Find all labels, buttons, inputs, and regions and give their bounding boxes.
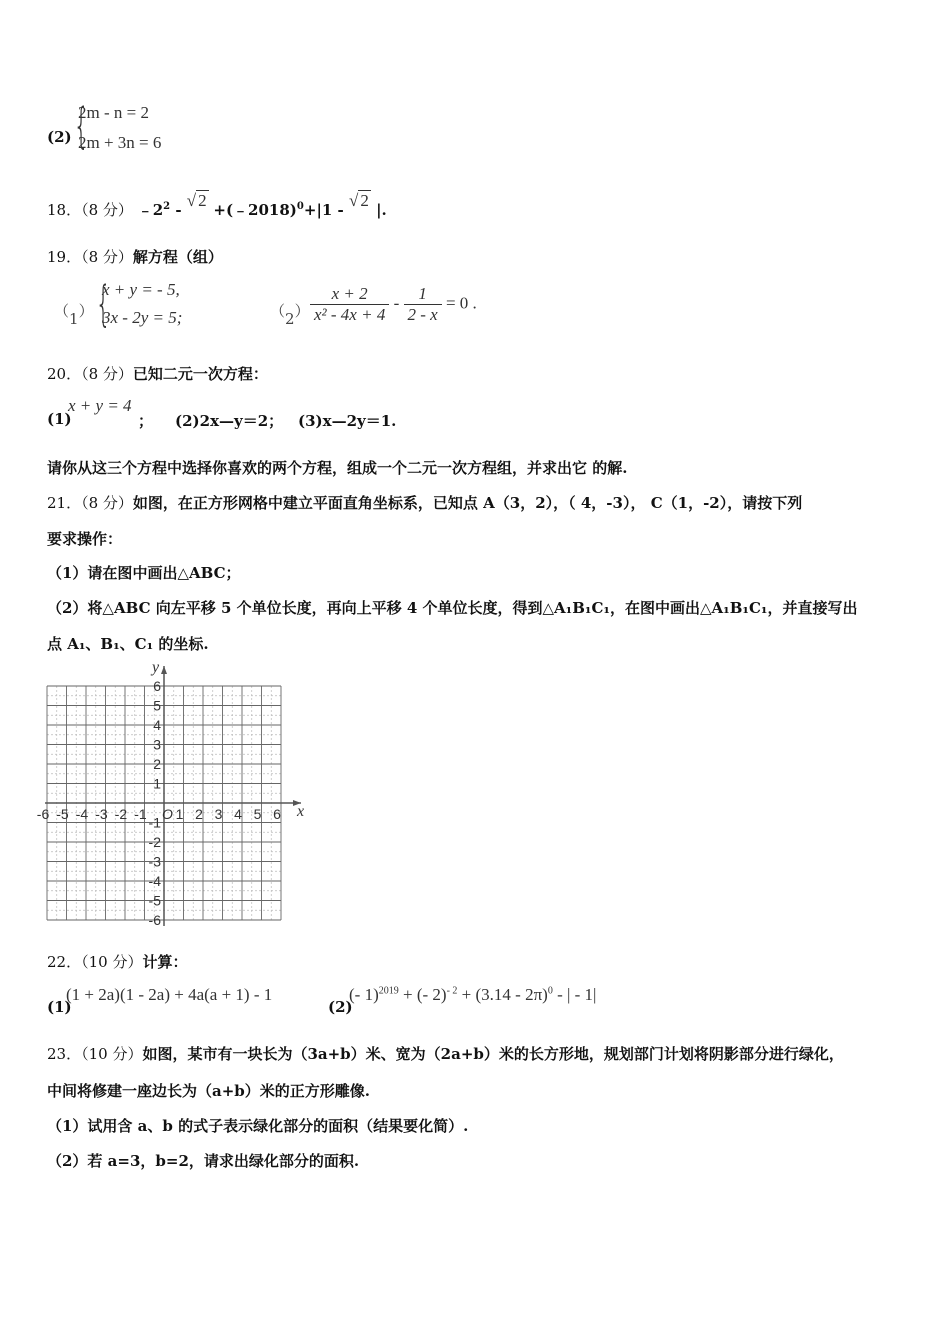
y-tick-label: -2: [148, 834, 161, 850]
x-tick-label: -5: [56, 806, 69, 822]
q19-p2-frac2: $\frac{1}{2 - x}$: [404, 284, 442, 325]
y-tick-label: -4: [148, 873, 161, 889]
q19-score: （8 分）: [81, 248, 133, 266]
q18-expr-b: -: [170, 201, 187, 219]
q19-header: [47, 246, 223, 267]
q19-p2-expr: [310, 284, 477, 325]
q23-number: 23．: [47, 1045, 82, 1063]
x-tick-label: -1: [134, 806, 147, 822]
q21-line1-text: 如图，在正方形网格中建立平面直角坐标系，已知点 A（3，2），（ 4，-3）， C（1，-2），请按下列: [132, 494, 803, 512]
q20-eq1: x + y = 4: [68, 396, 132, 415]
q22-title: 计算：: [142, 953, 188, 971]
q19-p1-label: （1）: [54, 302, 94, 328]
x-tick-label: 2: [195, 806, 203, 822]
y-tick-label: -3: [148, 853, 161, 870]
q19-number: 19．: [47, 248, 82, 266]
q19-p2-minus: -: [393, 293, 400, 313]
q21-score: （8 分）: [81, 494, 133, 512]
q18-root2: 2: [360, 191, 369, 210]
q23-score: （10 分）: [81, 1045, 143, 1063]
x-tick-label: 1: [175, 806, 184, 822]
q23-part1: （1）试用含 a、b 的式子表示绿化部分的面积（结果要化简）.: [47, 1117, 469, 1135]
y-tick-label: 1: [153, 775, 161, 792]
q22-header: [47, 951, 187, 972]
x-tick-label: -3: [95, 806, 108, 822]
y-axis-label: y: [152, 659, 160, 676]
q19-p2-label: （2）: [270, 302, 310, 328]
q17-label: (2): [47, 128, 72, 146]
q21-part1: （1）请在图中画出△ABC；: [47, 564, 241, 582]
q20-score: （8 分）: [81, 365, 133, 383]
q18-expr-a: ﹣2: [137, 201, 164, 219]
q21-line1: [47, 492, 802, 513]
q22-p2-expr: (- 1)$^{2019}$ + (- 2)$^{- 2}$ + (3.14 - 2π)$^0$ - | - 1|: [349, 985, 597, 1004]
coordinate-grid: [36, 659, 330, 930]
q22-score: （10 分）: [81, 953, 143, 971]
q18-line: 18．（8 分） $﹣2^2$ - √ 2 +(﹣2018)$^0$+|1 - √ 2 |.: [47, 191, 387, 219]
x-tick-label: 4: [234, 806, 242, 822]
q18-number: 18．: [47, 201, 82, 219]
q18-expr-c-exp: 0: [296, 201, 304, 212]
x-tick-label: -6: [36, 806, 50, 822]
q18-expr-a-exp: 2: [163, 201, 171, 212]
q20-eq2: (2)2x—y＝2；: [175, 412, 284, 430]
y-tick-label: -6: [148, 912, 161, 928]
q19-title: 解方程（组）: [132, 248, 223, 266]
q18-score: （8 分）: [81, 201, 133, 219]
q23-line1: [47, 1043, 844, 1064]
q19-p2-frac1: $\frac{x + 2}{\text{x² - 4x + 4}}$: [310, 284, 389, 325]
x-tick-label: 3: [214, 806, 223, 822]
q21-part2: （2）将△ABC 向左平移 5 个单位长度，再向上平移 4 个单位长度，得到△A₁B₁C₁，在图中画出△A₁B₁C₁，并直接写出: [47, 599, 858, 617]
q22-p1-expr: (1 + 2a)(1 - 2a) + 4a(a + 1) - 1: [66, 985, 273, 1004]
q18-expr-e: |.: [370, 201, 387, 219]
q18-expr-c: +(﹣2018): [213, 201, 297, 219]
q17-eq1: 2m - n = 2: [78, 103, 149, 122]
x-axis-label: x: [297, 803, 305, 820]
q23-part2: （2）若 a=3，b=2，请求出绿化部分的面积.: [47, 1152, 360, 1170]
y-tick-label: 3: [153, 736, 161, 753]
q22-p2-label: (2): [328, 998, 353, 1016]
origin-label: O: [162, 806, 173, 822]
q20-eq1-label: (1): [47, 410, 72, 428]
x-tick-label: -4: [75, 806, 89, 822]
q19-p1-brace: {: [95, 276, 111, 332]
y-tick-label: 6: [153, 678, 161, 694]
q20-eq3: (3)x—2y＝1.: [298, 412, 397, 430]
q19-p1-eq1: x + y = - 5,: [102, 280, 180, 299]
q21-line2: 要求操作：: [47, 530, 123, 548]
y-tick-label: -5: [148, 892, 161, 909]
q19-p2-tail: = 0 .: [445, 293, 477, 313]
y-tick-label: 5: [153, 697, 161, 714]
q20-title: 已知二元一次方程：: [132, 365, 268, 383]
q22-p1-label: (1): [47, 998, 72, 1016]
q18-root1: 2: [198, 191, 207, 210]
q20-number: 20．: [47, 365, 82, 383]
y-tick-label: -1: [148, 814, 161, 831]
q23-line2: 中间将修建一座边长为（a+b）米的正方形雕像.: [47, 1082, 371, 1100]
q17-brace: {: [73, 98, 89, 154]
y-tick-label: 2: [153, 756, 161, 772]
q19-p1-eq2: 3x - 2y = 5;: [102, 308, 183, 327]
q20-header: [47, 363, 268, 384]
y-axis-arrow: [161, 666, 167, 674]
x-tick-label: 5: [253, 806, 262, 822]
q21-number: 21．: [47, 494, 82, 512]
q20-sep1: ；: [138, 412, 154, 430]
q21-part3: 点 A₁、B₁、C₁ 的坐标.: [47, 635, 209, 653]
x-tick-label: 6: [273, 806, 281, 822]
q20-task: 请你从这三个方程中选择你喜欢的两个方程，组成一个二元一次方程组，并求出它 的解.: [47, 459, 628, 477]
q23-line1-text: 如图，某市有一块长为（3a+b）米、宽为（2a+b）米的长方形地，规划部门计划将阴影部分进行绿化，: [142, 1045, 844, 1063]
y-tick-label: 4: [153, 717, 161, 733]
x-tick-label: -2: [114, 806, 128, 822]
q22-number: 22．: [47, 953, 82, 971]
q18-expr-d: +|1 -: [303, 201, 350, 219]
q17-eq2: 2m + 3n = 6: [78, 133, 162, 152]
